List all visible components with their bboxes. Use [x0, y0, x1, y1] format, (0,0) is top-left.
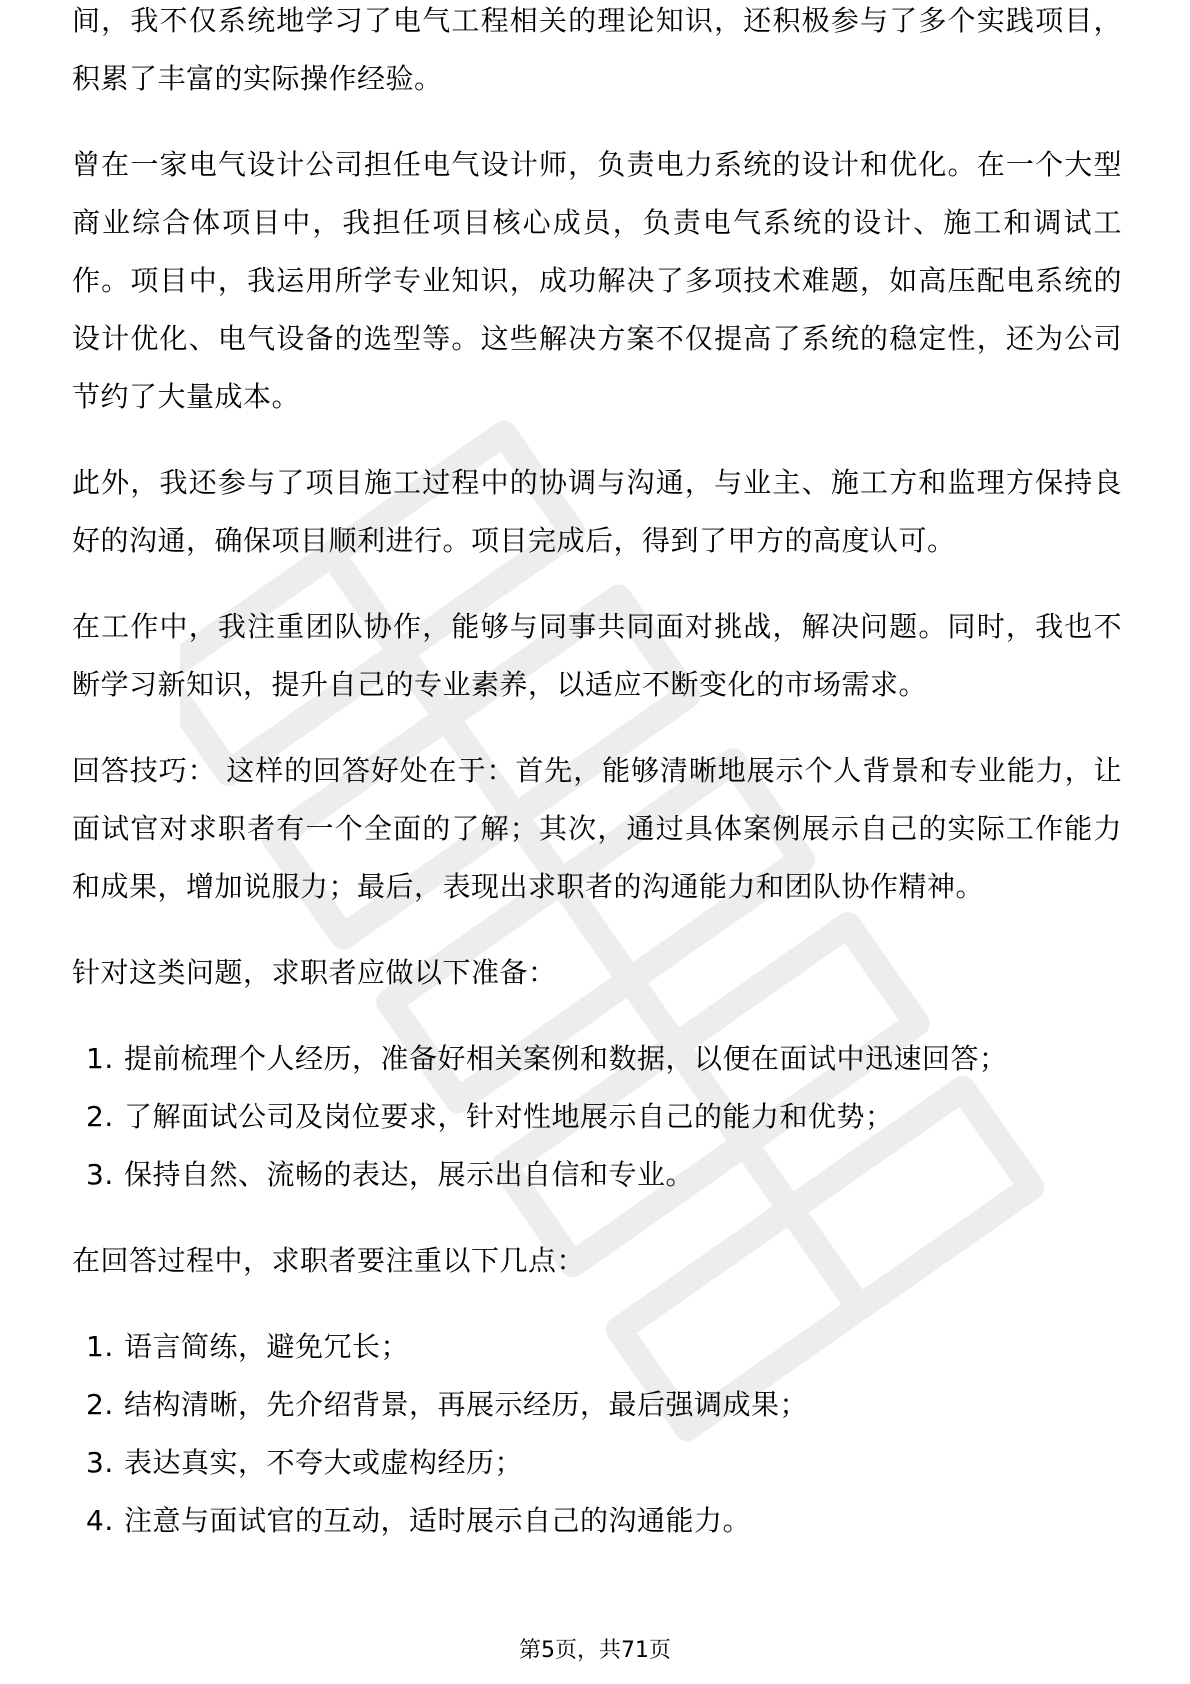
paragraph: 间，我不仅系统地学习了电气工程相关的理论知识，还积极参与了多个实践项目，积累了丰富的实际操作经验。	[72, 4, 1122, 95]
list-number: 3.	[86, 1446, 114, 1479]
paragraph: 回答技巧： 这样的回答好处在于：首先，能够清晰地展示个人背景和专业能力，让面试官对求职者有一个全面的了解；其次，通过具体案例展示自己的实际工作能力和成果，增加说服力；最后，表现出求职者的沟通能力和团队协作精神。	[72, 754, 1122, 903]
paragraph: 此外，我还参与了项目施工过程中的协调与沟通，与业主、施工方和监理方保持良好的沟通，确保项目顺利进行。项目完成后，得到了甲方的高度认可。	[72, 466, 1122, 557]
list-number: 1.	[86, 1330, 114, 1363]
list-item	[72, 1088, 1122, 1146]
points-list	[72, 1318, 1122, 1550]
points-heading: 在回答过程中，求职者要注重以下几点：	[72, 1244, 586, 1277]
page-content	[72, 4, 1122, 1578]
page-footer: 第5页，共71页	[519, 1638, 671, 1663]
prep-heading: 针对这类问题，求职者应做以下准备：	[72, 956, 557, 989]
list-number: 3.	[86, 1158, 114, 1191]
list-item	[72, 1146, 1122, 1204]
paragraph: 在工作中，我注重团队协作，能够与同事共同面对挑战，解决问题。同时，我也不断学习新知识，提升自己的专业素养，以适应不断变化的市场需求。	[72, 610, 1122, 701]
list-text: 提前梳理个人经历，准备好相关案例和数据，以便在面试中迅速回答；	[124, 1042, 1008, 1075]
prep-list	[72, 1030, 1122, 1204]
list-item	[72, 1376, 1122, 1434]
list-number: 4.	[86, 1504, 114, 1537]
list-item	[72, 1492, 1122, 1550]
list-text: 结构清晰，先介绍背景，再展示经历，最后强调成果；	[124, 1388, 809, 1421]
list-item	[72, 1318, 1122, 1376]
list-item	[72, 1030, 1122, 1088]
list-text: 了解面试公司及岗位要求，针对性地展示自己的能力和优势；	[124, 1100, 894, 1133]
list-number: 2.	[86, 1100, 114, 1133]
list-item	[72, 1434, 1122, 1492]
list-text: 语言简练，避免冗长；	[124, 1330, 410, 1363]
list-number: 2.	[86, 1388, 114, 1421]
list-text: 注意与面试官的互动，适时展示自己的沟通能力。	[124, 1504, 752, 1537]
list-text: 表达真实，不夸大或虚构经历；	[124, 1446, 524, 1479]
list-number: 1.	[86, 1042, 114, 1075]
paragraph: 曾在一家电气设计公司担任电气设计师，负责电力系统的设计和优化。在一个大型商业综合体项目中，我担任项目核心成员，负责电气系统的设计、施工和调试工作。项目中，我运用所学专业知识，成功解决了多项技术难题，如高压配电系统的设计优化、电气设备的选型等。这些解决方案不仅提高了系统的稳定性，还为公司节约了大量成本。	[72, 148, 1122, 413]
list-text: 保持自然、流畅的表达，展示出自信和专业。	[124, 1158, 695, 1191]
